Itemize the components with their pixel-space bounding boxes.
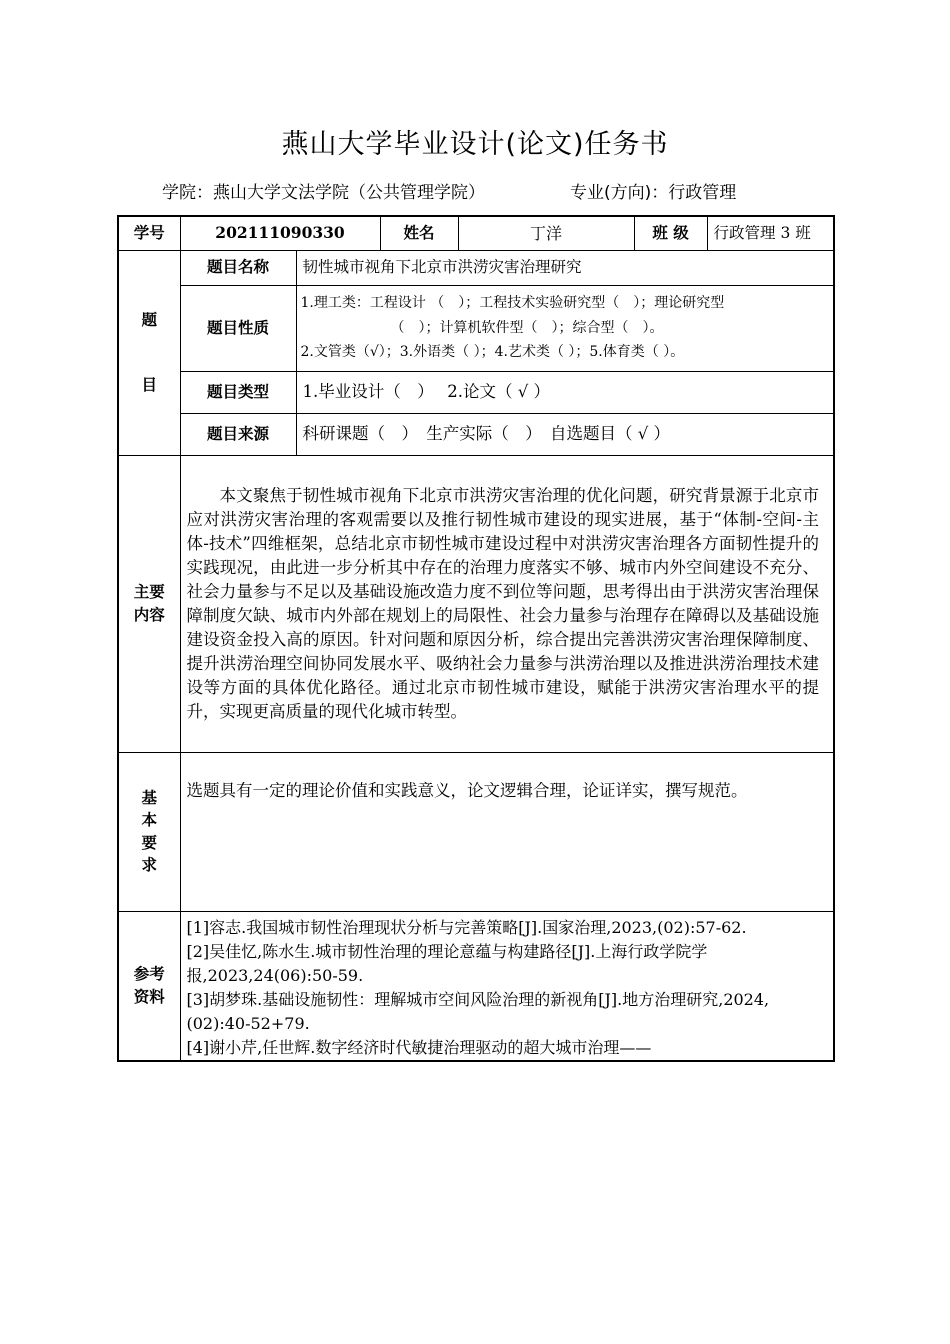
main-content-label-1: 主要 <box>133 583 165 602</box>
college-text: 学院：燕山大学文法学院（公共管理学院） <box>162 183 485 203</box>
main-content-label <box>118 455 180 752</box>
requirements-label-3: 要 <box>141 833 157 852</box>
student-name-value: 丁洋 <box>458 216 634 250</box>
reference-item-3: [3]胡梦珠.基础设施韧性：理解城市空间风险治理的新视角[J].地方治理研究,2024,(02):40-52+79. <box>186 989 770 1033</box>
topic-type-value: 1.毕业设计（ ） 2.论文（ √ ） <box>296 371 834 413</box>
topic-source-label: 题目来源 <box>180 413 296 455</box>
nature-line-2: （ ）；计算机软件型（ ）；综合型（ ）。 <box>390 319 664 336</box>
requirements-label-2: 本 <box>141 811 157 830</box>
topic-type-row <box>118 371 834 413</box>
requirements-label <box>118 752 180 911</box>
requirements-label-4: 求 <box>141 855 157 874</box>
requirements-text: 选题具有一定的理论价值和实践意义，论文逻辑合理，论证详实，撰写规范。 <box>180 752 834 911</box>
nature-line-1: 1.理工类：工程设计 （ ）；工程技术实验研究型（ ）；理论研究型 <box>300 295 725 312</box>
references-list <box>180 911 834 1061</box>
main-content-label-2: 内容 <box>133 605 165 624</box>
class-value: 行政管理 3 班 <box>707 216 834 250</box>
class-label: 班 级 <box>634 216 707 250</box>
main-content-paragraph: 本文聚焦于韧性城市视角下北京市洪涝灾害治理的优化问题，研究背景源于北京市应对洪涝灾害治理的客观需要以及推行韧性城市建设的现实进展，基于“体制-空间-主体-技术”四维框架，总结北京市韧性城市建设过程中对洪涝灾害治理各方面韧性提升的实践现况，由此进一步分析其中存在的治理力度落实不够、城市内外空间建设不充分、社会力量参与不足以及基础设施改造力度不到位等问题，思考得出由于洪涝灾害治理保障制度欠缺、城市内外部在规划上的局限性、社会力量参与治理存在障碍以及基础设施建设资金投入高的原因。针对问题和原因分析，综合提出完善洪涝灾害治理保障制度、提升洪涝治理空间协同发展水平、吸纳社会力量参与洪涝治理以及推进洪涝治理技术建设等方面的具体优化路径。通过北京市韧性城市建设，赋能于洪涝灾害治理水平的提升，实现更高质量的现代化城市转型。 <box>186 485 820 722</box>
topic-type-label: 题目类型 <box>180 371 296 413</box>
reference-item-2: [2]吴佳忆,陈水生.城市韧性治理的理论意蕴与构建路径[J].上海行政学院学报,2023,24(06):50-59. <box>186 941 708 985</box>
topic-source-row <box>118 413 834 455</box>
major-text: 专业(方向)：行政管理 <box>570 183 737 203</box>
student-id-value: 202111090330 <box>180 216 380 250</box>
reference-item-4: [4]谢小芹,任世辉.数字经济时代敏捷治理驱动的超大城市治理—— <box>186 1037 652 1057</box>
topic-nature-value <box>296 285 834 371</box>
college-line <box>162 178 737 203</box>
references-label <box>118 911 180 1061</box>
main-content-row <box>118 455 834 752</box>
references-row <box>118 911 834 1061</box>
topic-name-value: 韧性城市视角下北京市洪涝灾害治理研究 <box>296 250 834 285</box>
student-id-label: 学号 <box>118 216 180 250</box>
topic-nature-row <box>118 285 834 371</box>
topic-group-label <box>118 250 180 455</box>
main-content-text <box>180 455 834 752</box>
references-label-1: 参考 <box>133 965 165 984</box>
reference-item-1: [1]容志.我国城市韧性治理现状分析与完善策略[J].国家治理,2023,(02):57-62. <box>186 917 747 937</box>
student-name-label: 姓名 <box>380 216 458 250</box>
requirements-label-1: 基 <box>141 788 157 807</box>
topic-name-label: 题目名称 <box>180 250 296 285</box>
student-info-row <box>118 216 834 250</box>
topic-name-row <box>118 250 834 285</box>
task-form-table <box>117 215 835 1062</box>
topic-nature-label: 题目性质 <box>180 285 296 371</box>
references-label-2: 资料 <box>133 987 165 1006</box>
requirements-row <box>118 752 834 911</box>
topic-group-char-2: 目 <box>141 375 157 394</box>
document-title: 燕山大学毕业设计(论文)任务书 <box>281 129 669 160</box>
nature-line-3: 2.文管类（√）；3.外语类（ ）；4.艺术类（ ）；5.体育类（ ）。 <box>300 344 685 361</box>
topic-source-value: 科研课题（ ） 生产实际（ ） 自选题目（ √ ） <box>296 413 834 455</box>
topic-group-char-1: 题 <box>141 311 157 330</box>
